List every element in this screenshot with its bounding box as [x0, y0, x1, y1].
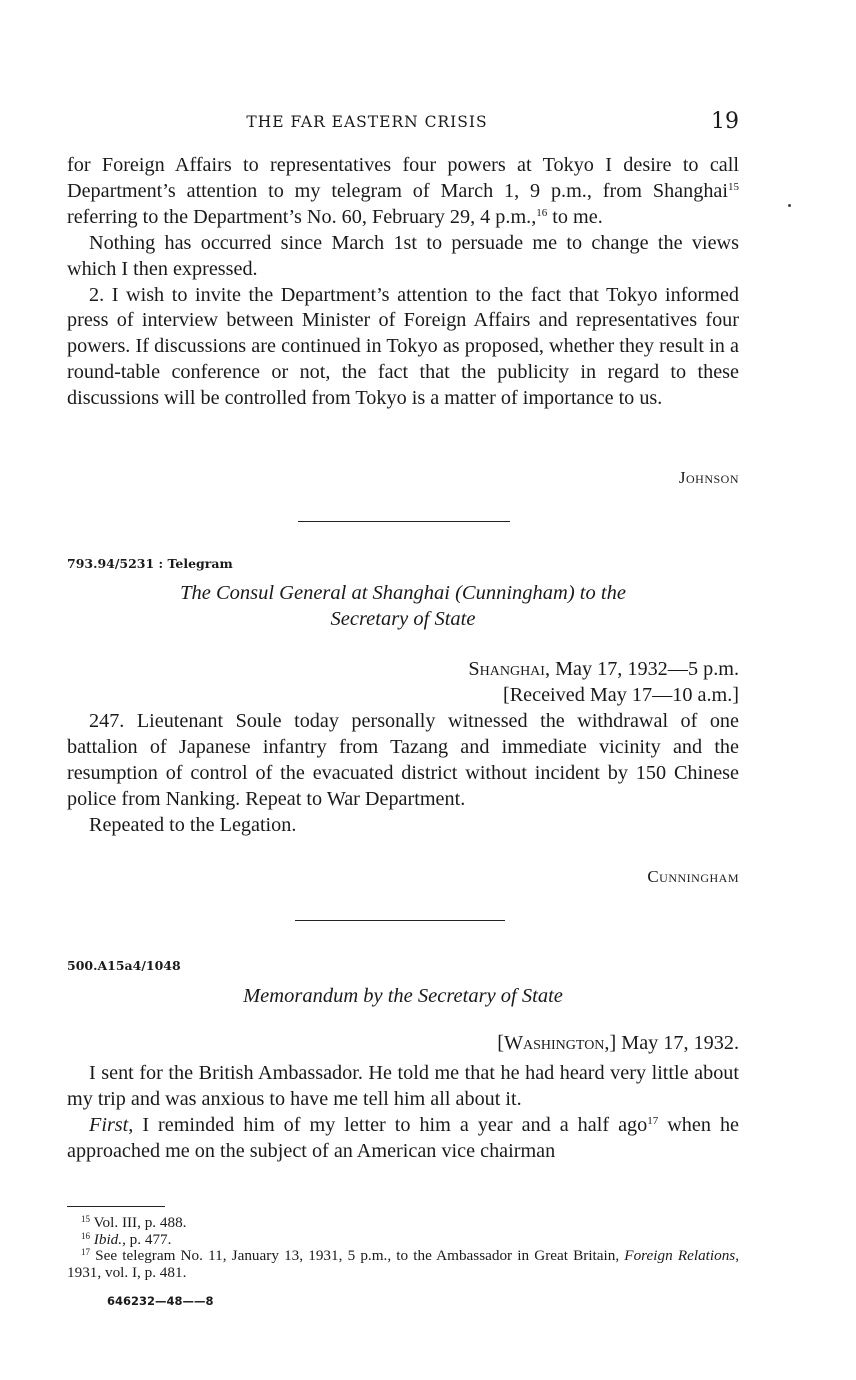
dateline-place: Washington	[503, 1032, 605, 1054]
dateline-bracket: [	[497, 1032, 504, 1054]
paragraph-british-ambassador: I sent for the British Ambassador. He told me that he had heard very little about my trip and was anxious to have me tell him all about it.	[67, 1062, 739, 1110]
text-run: to me.	[547, 205, 603, 228]
footnote-text: , 1931, vol. I, p. 481.	[67, 1247, 739, 1281]
file-reference: 793.94/5231 : Telegram	[67, 556, 233, 571]
dateline	[468, 656, 739, 708]
text-run: when he approached me on the subject of an American vice chairman	[67, 1113, 740, 1162]
text-run: referring to the Department’s No. 60, February 29, 4 p.m.,	[67, 205, 537, 228]
section-memorandum-body	[67, 1061, 739, 1165]
document-title: Memorandum by the Secretary of State	[243, 985, 563, 1007]
footnote-text: , p. 477.	[122, 1230, 172, 1248]
footnote-17	[67, 1248, 739, 1281]
italic-first: First	[89, 1113, 129, 1136]
signature-cunningham: Cunningham	[647, 867, 739, 886]
section-divider	[298, 521, 510, 522]
footnote-italic: Foreign Relations	[624, 1247, 736, 1264]
footnote-ref-17[interactable]: 17	[647, 1114, 659, 1127]
text-run: , I reminded him of my letter to him a year and a half ago	[128, 1113, 648, 1136]
title-line-1: The Consul General at Shanghai (Cunningham) to the	[180, 582, 626, 604]
text-run: for Foreign Affairs to representatives four powers at Tokyo I desire to call Department’s attention to my telegram of March 1, 9 p.m., from Shanghai	[67, 154, 739, 202]
footnote-text: See telegram No. 11, January 13, 1931, 5 p.m., to the Ambassador in Great Britain,	[90, 1247, 625, 1264]
footnote-ref-15[interactable]: 15	[728, 180, 739, 193]
section-divider	[295, 920, 505, 921]
footnote-16	[67, 1232, 739, 1249]
dateline-place-date	[468, 656, 739, 682]
print-code: 646232—48——8	[107, 1294, 214, 1308]
signature-johnson: Johnson	[678, 468, 739, 487]
paragraph-repeated: Repeated to the Legation.	[89, 813, 297, 836]
document-title	[67, 580, 739, 632]
title-line-2: Secretary of State	[330, 608, 476, 630]
page-number: 19	[711, 109, 739, 134]
paragraph-247: 247. Lieutenant Soule today personally witnessed the withdrawal of one battalion of Japanese infantry from Tazang and immediate vicinity and the resumption of control of the evacuated district without incident by 150 Chinese police from Nanking. Repeat to War Department.	[67, 710, 739, 810]
paragraph-point-2: 2. I wish to invite the Department’s attention to the fact that Tokyo informed press of interview between Minister of Foreign Affairs and representatives four powers. If discussions are continued in Tokyo as proposed, whether they result in a round-table conference or not, the fact that the publicity in regard to these discussions will be controlled from Tokyo is a matter of importance to us.	[67, 283, 739, 410]
section-johnson-telegram	[67, 153, 739, 412]
dateline-date: , May 17, 1932—5 p.m.	[544, 658, 739, 680]
section-cunningham-body	[67, 709, 739, 839]
running-head	[67, 110, 739, 136]
footnote-mark: 17	[81, 1247, 90, 1257]
footnote-15	[67, 1215, 739, 1232]
footnotes	[67, 1215, 739, 1281]
dateline	[497, 1030, 739, 1056]
paragraph-nothing-occurred: Nothing has occurred since March 1st to persuade me to change the views which I then expressed.	[67, 231, 739, 280]
footnote-italic: Ibid.	[93, 1230, 123, 1248]
footnote-text: Vol. III, p. 488.	[90, 1214, 187, 1231]
footnote-rule	[67, 1206, 165, 1207]
dateline-place: Shanghai	[468, 658, 545, 680]
scan-speck	[788, 204, 791, 207]
running-title: THE FAR EASTERN CRISIS	[246, 113, 488, 131]
footnote-mark: 16	[81, 1230, 90, 1241]
document-page	[67, 0, 739, 1380]
received-note: [Received May 17—10 a.m.]	[502, 684, 739, 706]
paragraph-first	[67, 1113, 739, 1165]
footnote-ref-16[interactable]: 16	[536, 206, 548, 219]
paragraph-continuation	[67, 153, 739, 231]
dateline-date: ,] May 17, 1932.	[604, 1032, 739, 1054]
footnote-mark: 15	[81, 1214, 90, 1224]
file-reference: 500.A15a4/1048	[67, 958, 181, 973]
